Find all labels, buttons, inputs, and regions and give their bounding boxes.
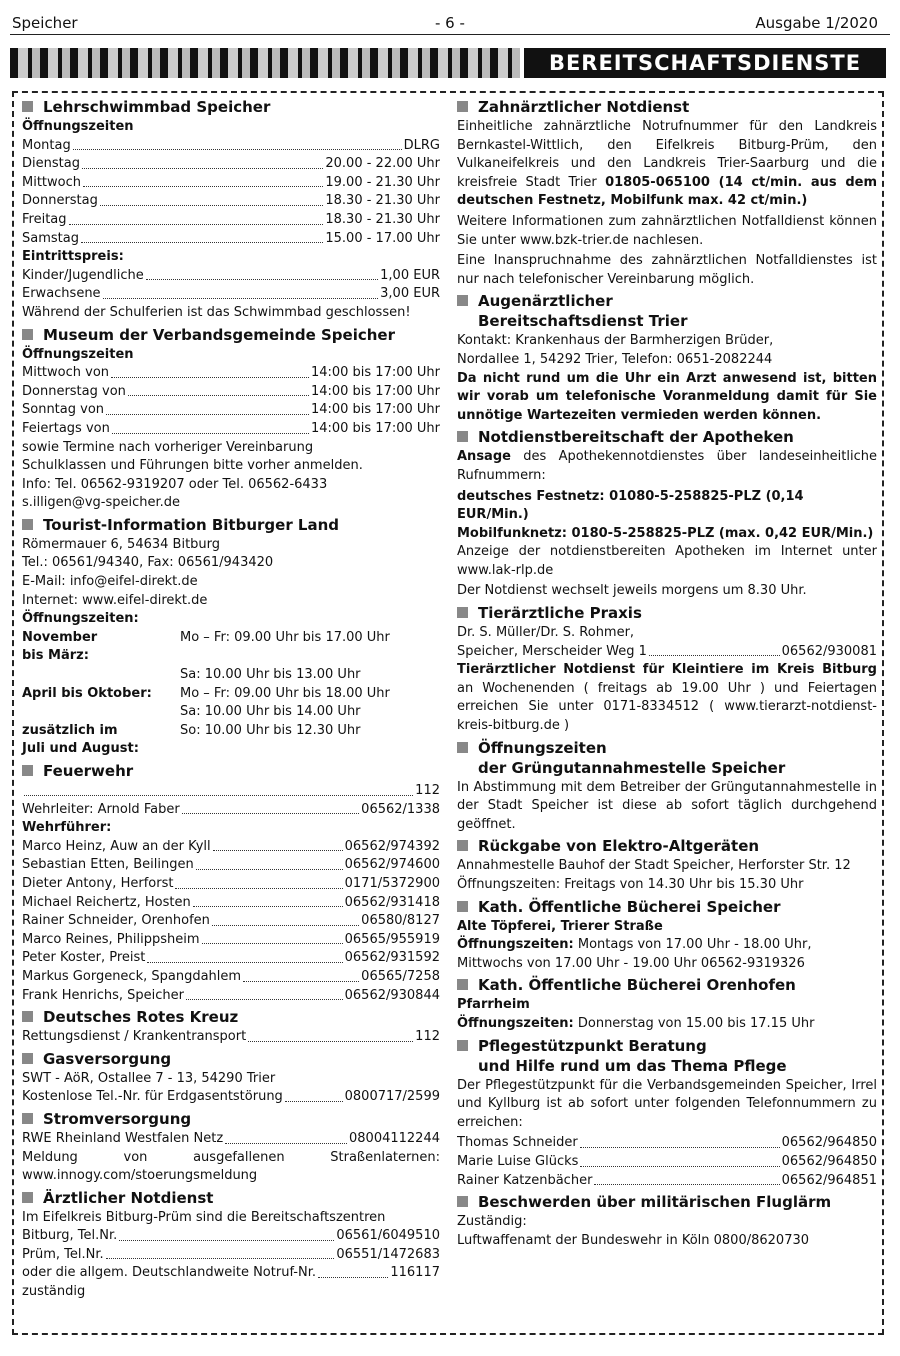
banner-title: BEREITSCHAFTSDIENSTE bbox=[524, 48, 886, 78]
section-heading: Kath. Öffentliche Bücherei Orenhofen bbox=[457, 975, 877, 995]
list-item: Dienstag 20.00 - 22.00 Uhr bbox=[22, 156, 440, 172]
period-label: Juli und August: bbox=[22, 741, 139, 757]
bullet-square-icon bbox=[457, 742, 468, 753]
list-item: Frank Henrichs, Speicher 06562/930844 bbox=[22, 987, 440, 1003]
text-line: Luftwaffenamt der Bundeswehr in Köln 0800/8620730 bbox=[457, 1232, 810, 1248]
section-heading: Augenärztlicher Bereitschaftsdienst Trier bbox=[457, 291, 877, 331]
text-paragraph: In Abstimmung mit dem Betreiber der Grüngutannahmestelle in der Stadt Speicher ist diese ab sofort täglich durchgehend geöffnet. bbox=[457, 779, 877, 832]
subheading: Alte Töpferei, Trierer Straße bbox=[457, 918, 663, 934]
period-label bbox=[22, 666, 180, 685]
list-item: Sonntag von 14:00 bis 17:00 Uhr bbox=[22, 402, 440, 418]
list-item: Michael Reichertz, Hosten 06562/931418 bbox=[22, 894, 440, 910]
subheading: Eintrittspreis: bbox=[22, 249, 124, 265]
subheading: Wehrführer: bbox=[22, 820, 112, 836]
period-label: April bis Oktober: bbox=[22, 685, 152, 701]
text-paragraph: Weitere Informationen zum zahnärztlichen Notfalldienst können Sie unter www.bzk-trier.de nachlesen. bbox=[457, 213, 877, 248]
text-paragraph: Der Notdienst wechselt jeweils morgens um 8.30 Uhr. bbox=[457, 583, 807, 599]
section-heading: Ärztlicher Notdienst bbox=[22, 1188, 440, 1208]
text-line: Römermauer 6, 54634 Bitburg bbox=[22, 536, 221, 552]
list-item: Wehrleiter: Arnold Faber 06562/1338 bbox=[22, 801, 440, 817]
list-item: 112 bbox=[22, 782, 440, 801]
section-heading: Beschwerden über militärischen Fluglärm bbox=[457, 1192, 877, 1212]
schwimmbad-hours bbox=[22, 137, 440, 249]
bullet-square-icon bbox=[22, 1053, 33, 1064]
text-line: Tel.: 06561/94340, Fax: 06561/943420 bbox=[22, 555, 274, 571]
period-hours: Mo – Fr: 09.00 Uhr bis 18.00 Uhr bbox=[180, 685, 390, 701]
bullet-square-icon bbox=[457, 295, 468, 306]
bullet-square-icon bbox=[457, 901, 468, 912]
bullet-square-icon bbox=[457, 607, 468, 618]
section-heading: Deutsches Rotes Kreuz bbox=[22, 1007, 440, 1027]
list-item: Rettungsdienst / Krankentransport 112 bbox=[22, 1029, 440, 1045]
subheading: Öffnungszeiten bbox=[22, 346, 134, 362]
email-link[interactable]: s.illigen@vg-speicher.de bbox=[22, 495, 181, 511]
list-item: Freitag 18.30 - 21.30 Uhr bbox=[22, 211, 440, 227]
text-line: zuständig bbox=[22, 1284, 86, 1300]
text-line: Dr. S. Müller/Dr. S. Rohmer, bbox=[457, 625, 635, 641]
list-item: Markus Gorgeneck, Spangdahlem 06565/7258 bbox=[22, 968, 440, 984]
issue-label: Ausgabe 1/2020 bbox=[755, 14, 878, 32]
period-hours bbox=[180, 647, 440, 666]
list-item: Rainer Schneider, Orenhofen 06580/8127 bbox=[22, 913, 440, 929]
left-column bbox=[22, 95, 440, 1302]
bullet-square-icon bbox=[457, 979, 468, 990]
text-line: Öffnungszeiten: Montags von 17.00 Uhr - 18.00 Uhr, bbox=[457, 937, 812, 953]
section-heading: Pflegestützpunkt Beratung und Hilfe rund um das Thema Pflege bbox=[457, 1036, 877, 1076]
list-item: Marco Reines, Philippsheim 06565/955919 bbox=[22, 931, 440, 947]
bullet-square-icon bbox=[22, 765, 33, 776]
list-item: Erwachsene 3,00 EUR bbox=[22, 286, 440, 302]
list-item: Bitburg, Tel.Nr. 06561/6049510 bbox=[22, 1228, 440, 1244]
list-item: Rainer Katzenbächer 06562/964851 bbox=[457, 1172, 877, 1188]
text-line: Im Eifelkreis Bitburg-Prüm sind die Bereitschaftszentren bbox=[22, 1209, 386, 1225]
subheading: Pfarrheim bbox=[457, 997, 530, 1013]
subheading: Öffnungszeiten: bbox=[22, 611, 139, 627]
right-column bbox=[457, 95, 877, 1250]
text-line: sowie Termine nach vorheriger Vereinbarung bbox=[22, 439, 314, 455]
text-line: Schulklassen und Führungen bitte vorher anmelden. bbox=[22, 458, 363, 474]
text-paragraph: Der Pflegestützpunkt für die Verbandsgemeinden Speicher, Irrel und Kyllburg ist ab sofort unter folgenden Telefonnummern zu erreichen: bbox=[457, 1077, 877, 1130]
text-line: Öffnungszeiten: Donnerstag von 15.00 bis 17.15 Uhr bbox=[457, 1015, 815, 1031]
bullet-square-icon bbox=[22, 101, 33, 112]
list-item: Prüm, Tel.Nr. 06551/1472683 bbox=[22, 1246, 440, 1262]
section-heading: Stromversorgung bbox=[22, 1109, 440, 1129]
text-line: E-Mail: info@eifel-direkt.de bbox=[22, 574, 198, 590]
page-number: - 6 - bbox=[435, 14, 465, 32]
list-item: Montag DLRG bbox=[22, 137, 440, 153]
list-item: Mittwoch von 14:00 bis 17:00 Uhr bbox=[22, 365, 440, 381]
section-heading: Kath. Öffentliche Bücherei Speicher bbox=[457, 897, 877, 917]
bullet-square-icon bbox=[457, 840, 468, 851]
page-header bbox=[10, 14, 890, 35]
bullet-square-icon bbox=[22, 329, 33, 340]
text-line: Info: Tel. 06562-9319207 oder Tel. 06562-6433 bbox=[22, 476, 328, 492]
tourist-hours-grid bbox=[22, 629, 440, 759]
text-line: SWT - AöR, Ostallee 7 - 13, 54290 Trier bbox=[22, 1070, 276, 1086]
period-label: zusätzlich im bbox=[22, 722, 118, 738]
period-hours: Sa: 10.00 Uhr bis 14.00 Uhr bbox=[180, 704, 361, 720]
text-paragraph: Einheitliche zahnärztliche Notrufnummer für den Landkreis Bernkastel-Wittlich, den Eifelkreis Bitburg-Prüm, den Vulkaneifelkreis und den Landkreis Trier-Saarburg und die kreisfreie Stadt Trier 01805-065100 (14 ct/min. aus dem deutschen Festnetz, Mobilfunk max. 42 ct/min.) bbox=[457, 119, 878, 209]
section-heading: Rückgabe von Elektro-Altgeräten bbox=[457, 836, 877, 856]
bullet-square-icon bbox=[22, 1011, 33, 1022]
subheading: Öffnungszeiten bbox=[22, 119, 134, 134]
period-hours: Mo – Fr: 09.00 Uhr bis 17.00 Uhr bbox=[180, 629, 390, 645]
period-hours: So: 10.00 Uhr bis 12.30 Uhr bbox=[180, 722, 361, 738]
bullet-square-icon bbox=[22, 1113, 33, 1124]
note-text: Während der Schulferien ist das Schwimmbad geschlossen! bbox=[22, 304, 411, 320]
list-item: Donnerstag von 14:00 bis 17:00 Uhr bbox=[22, 383, 440, 399]
section-heading: Museum der Verbandsgemeinde Speicher bbox=[22, 325, 440, 345]
section-banner bbox=[10, 48, 886, 78]
list-item: Thomas Schneider 06562/964850 bbox=[457, 1135, 877, 1151]
text-line: Zuständig: bbox=[457, 1214, 527, 1230]
bullet-square-icon bbox=[22, 1192, 33, 1203]
section-heading: Feuerwehr bbox=[22, 761, 440, 781]
list-item: Feiertags von 14:00 bis 17:00 Uhr bbox=[22, 420, 440, 436]
text-line: Nordallee 1, 54292 Trier, Telefon: 0651-2082244 bbox=[457, 351, 773, 367]
section-heading: Gasversorgung bbox=[22, 1049, 440, 1069]
list-item: Kostenlose Tel.-Nr. für Erdgasentstörung 0800717/2599 bbox=[22, 1089, 440, 1105]
bullet-square-icon bbox=[22, 519, 33, 530]
list-item: Marie Luise Glücks 06562/964850 bbox=[457, 1153, 877, 1169]
banner-stripes bbox=[10, 48, 520, 78]
bullet-square-icon bbox=[457, 1040, 468, 1051]
text-paragraph: Meldung von ausgefallenen Straßenlaternen: www.innogy.com/stoerungsmeldung bbox=[22, 1149, 440, 1184]
list-item: Samstag 15.00 - 17.00 Uhr bbox=[22, 230, 440, 246]
list-item: Peter Koster, Preist 06562/931592 bbox=[22, 950, 440, 966]
text-paragraph: Anzeige der notdienstbereiten Apotheken im Internet unter www.lak-rlp.de bbox=[457, 544, 877, 578]
text-line: Internet: www.eifel-direkt.de bbox=[22, 592, 208, 608]
text-paragraph: Tierärztlicher Notdienst für Kleintiere im Kreis Bitburg an Wochenenden ( freitags ab 19.00 Uhr ) und Feiertagen erreichen Sie unter 0171-8334512 ( www.tierarzt-notdienst-kreis-bitburg.de ) bbox=[457, 662, 877, 734]
text-line: Mittwochs von 17.00 Uhr - 19.00 Uhr 06562-9319326 bbox=[457, 955, 805, 971]
list-item: Donnerstag 18.30 - 21.30 Uhr bbox=[22, 193, 440, 209]
list-item: Kinder/Jugendliche 1,00 EUR bbox=[22, 267, 440, 283]
section-heading: Tierärztliche Praxis bbox=[457, 603, 877, 623]
list-item: RWE Rheinland Westfalen Netz 08004112244 bbox=[22, 1130, 440, 1146]
period-hours: Sa: 10.00 Uhr bis 13.00 Uhr bbox=[180, 667, 361, 683]
bullet-square-icon bbox=[457, 1196, 468, 1207]
bullet-square-icon bbox=[457, 431, 468, 442]
list-item: Mittwoch 19.00 - 21.30 Uhr bbox=[22, 174, 440, 190]
text-line: Öffnungszeiten: Freitags von 14.30 Uhr bis 15.30 Uhr bbox=[457, 877, 804, 892]
phone-line: deutsches Festnetz: 01080-5-258825-PLZ (0,14 EUR/Min.) bbox=[457, 488, 804, 523]
section-heading: Zahnärztlicher Notdienst bbox=[457, 97, 877, 117]
header-left: Speicher bbox=[12, 14, 78, 32]
list-item: Marco Heinz, Auw an der Kyll 06562/974392 bbox=[22, 838, 440, 854]
text-paragraph: Ansage des Apothekennotdienstes über landeseinheitliche Rufnummern: bbox=[457, 449, 877, 483]
list-item: oder die allgem. Deutschlandweite Notruf-Nr. 116117 bbox=[22, 1265, 440, 1281]
section-heading: Notdienstbereitschaft der Apotheken bbox=[457, 427, 877, 447]
list-item: Dieter Antony, Herforst 0171/5372900 bbox=[22, 875, 440, 891]
section-heading: Öffnungszeiten der Grüngutannahmestelle Speicher bbox=[457, 738, 877, 778]
period-hours bbox=[180, 740, 440, 759]
list-item: Sebastian Etten, Beilingen 06562/974600 bbox=[22, 857, 440, 873]
period-label bbox=[22, 703, 180, 722]
section-heading: Tourist-Information Bitburger Land bbox=[22, 515, 440, 535]
text-paragraph: Eine Inanspruchnahme des zahnärztlichen Notfalldienstes ist nur nach telefonischer Vereinbarung möglich. bbox=[457, 253, 877, 287]
phone-line: Mobilfunknetz: 0180-5-258825-PLZ (max. 0,42 EUR/Min.) bbox=[457, 525, 874, 541]
period-label: November bbox=[22, 629, 98, 645]
list-item: Speicher, Merscheider Weg 1 06562/930081 bbox=[457, 643, 877, 659]
text-paragraph: Da nicht rund um die Uhr ein Arzt anwesend ist, bitten wir vorab um telefonische Voranmeldung damit für Sie unnötige Wartezeiten vermieden werden können. bbox=[457, 370, 877, 423]
bullet-square-icon bbox=[457, 101, 468, 112]
section-heading: Lehrschwimmbad Speicher bbox=[22, 97, 440, 117]
period-label: bis März: bbox=[22, 648, 89, 664]
text-line: Annahmestelle Bauhof der Stadt Speicher, Herforster Str. 12 bbox=[457, 858, 851, 874]
text-line: Kontakt: Krankenhaus der Barmherzigen Brüder, bbox=[457, 333, 774, 349]
